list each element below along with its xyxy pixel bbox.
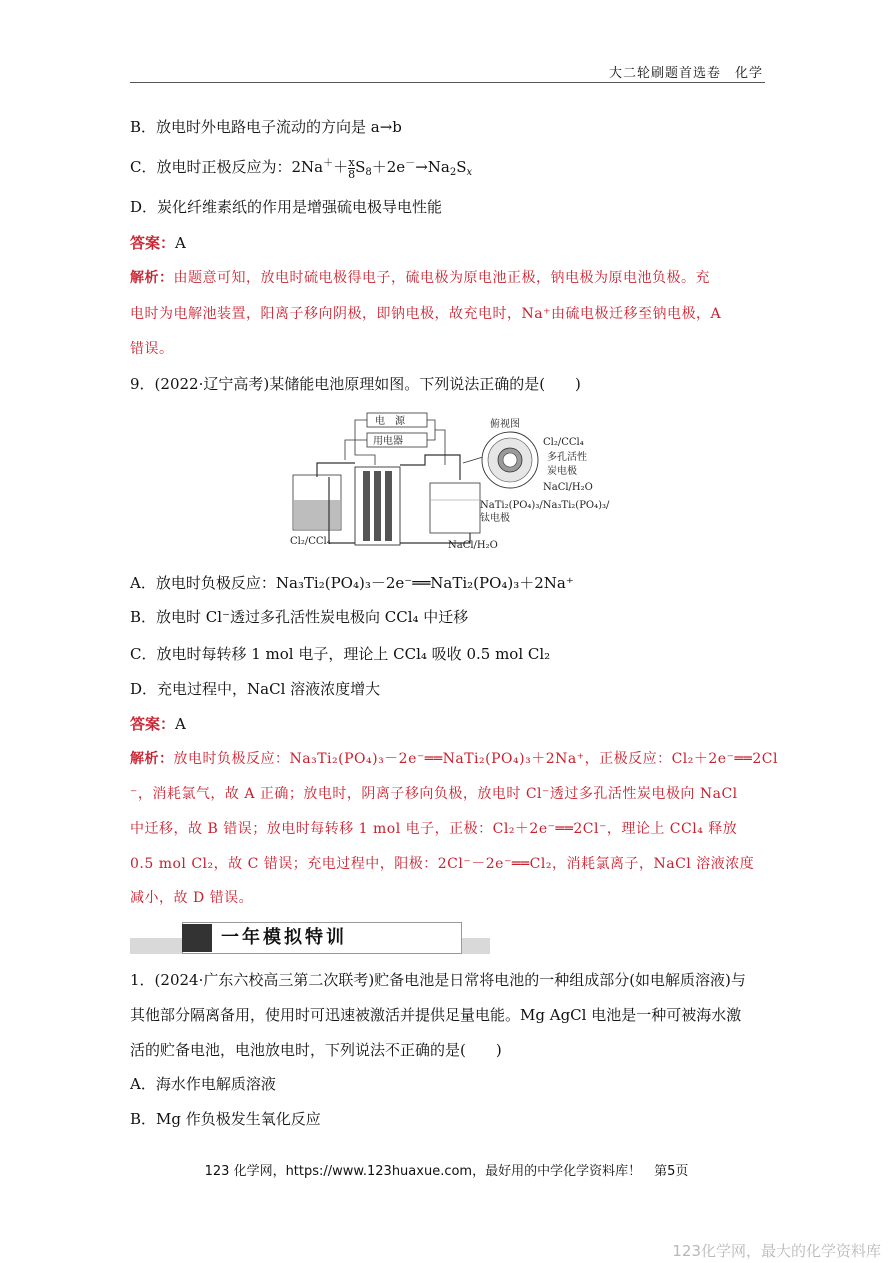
top-view-l5: NaTi₂(PO₄)₃/Na₃Ti₂(PO₄)₃/ — [480, 500, 610, 511]
watermark: 123化学网，最大的化学资料库 — [672, 1242, 881, 1260]
q9-stem: 9．(2022·辽宁高考)某储能电池原理如图。下列说法正确的是( ) — [130, 375, 581, 393]
book-icon — [182, 924, 212, 952]
power-label: 电 源 — [375, 416, 405, 427]
page-footer: 123 化学网，https://www.123huaxue.com，最好用的中学化学资料库！ 第5页 — [204, 1164, 689, 1179]
load-label: 用电器 — [373, 436, 403, 447]
q8-analysis-line1: 解析：由题意可知，放电时硫电极得电子，硫电极为原电池正极，钠电极为原电池负极。充 — [130, 270, 710, 286]
left-beaker-label: Cl₂/CCl₄ — [290, 536, 331, 547]
q9-analysis-line1: 解析：放电时负极反应：Na₃Ti₂(PO₄)₃－2e⁻══NaTi₂(PO₄)₃＋2Na⁺，正极反应：Cl₂＋2e⁻══2Cl — [130, 751, 778, 767]
m1-stem-line2: 其他部分隔离备用，使用时可迅速被激活并提供足量电能。Mg AgCl 电池是一种可被海水激 — [130, 1006, 742, 1024]
m1-stem-line3: 活的贮备电池，电池放电时，下列说法不正确的是( ) — [130, 1041, 502, 1059]
q9-option-b: B．放电时 Cl⁻透过多孔活性炭电极向 CCl₄ 中迁移 — [130, 608, 469, 626]
top-view-l1: Cl₂/CCl₄ — [543, 437, 584, 448]
q9-option-d: D．充电过程中，NaCl 溶液浓度增大 — [130, 680, 381, 698]
top-view-l4: NaCl/H₂O — [543, 482, 593, 493]
q9-analysis-line5: 减小，故 D 错误。 — [130, 890, 254, 906]
top-view-l3: 炭电极 — [547, 466, 577, 477]
top-view-l6: 钛电极 — [480, 513, 510, 524]
q9-option-c: C．放电时每转移 1 mol 电子，理论上 CCl₄ 吸收 0.5 mol Cl₂ — [130, 645, 551, 663]
top-view-label: 俯视图 — [490, 419, 520, 430]
q8-option-c: C．放电时正极反应为：2Na＋＋ $\frac{x}{8}$ $S_8+2e^-\to Na_2S_x$ — [130, 155, 473, 181]
q8-analysis-line3: 错误。 — [130, 341, 174, 357]
battery-diagram — [285, 405, 610, 555]
page-header: 大二轮刷题首选卷 化学 — [608, 66, 763, 81]
m1-option-b: B．Mg 作负极发生氧化反应 — [130, 1110, 321, 1128]
header-divider — [130, 82, 765, 83]
q9-analysis-line2: ⁻，消耗氯气，故 A 正确；放电时，阴离子移向负极，放电时 Cl⁻透过多孔活性炭电极向 NaCl — [130, 786, 738, 802]
m1-stem-line1: 1．(2024·广东六校高三第二次联考)贮备电池是日常将电池的一种组成部分(如电解质溶液)与 — [130, 971, 746, 989]
q8-answer: 答案：A — [130, 234, 186, 252]
q9-option-a: A．放电时负极反应：Na₃Ti₂(PO₄)₃－2e⁻══NaTi₂(PO₄)₃＋2Na⁺ — [130, 574, 574, 592]
section-title: 一年模拟特训 — [182, 922, 462, 954]
right-beaker-label: NaCl/H₂O — [448, 540, 498, 551]
q8-analysis-line2: 电时为电解池装置，阳离子移向阴极，即钠电极，故充电时，Na⁺由硫电极迁移至钠电极，A — [130, 306, 722, 322]
q9-answer: 答案：A — [130, 715, 186, 733]
section-banner — [130, 918, 490, 958]
fraction: $\frac{x}{8}$ — [348, 155, 356, 181]
q8-option-d: D．炭化纤维素纸的作用是增强硫电极导电性能 — [130, 198, 443, 216]
q8-option-b: B．放电时外电路电子流动的方向是 a→b — [130, 118, 402, 136]
q9-analysis-line4: 0.5 mol Cl₂，故 C 错误；充电过程中，阳极：2Cl⁻－2e⁻══Cl₂，消耗氯离子，NaCl 溶液浓度 — [130, 856, 755, 872]
top-view-l2: 多孔活性 — [547, 452, 587, 463]
q9-analysis-line3: 中迁移，故 B 错误；放电时每转移 1 mol 电子，正极：Cl₂＋2e⁻══2Cl⁻，理论上 CCl₄ 释放 — [130, 821, 738, 837]
m1-option-a: A．海水作电解质溶液 — [130, 1075, 276, 1093]
